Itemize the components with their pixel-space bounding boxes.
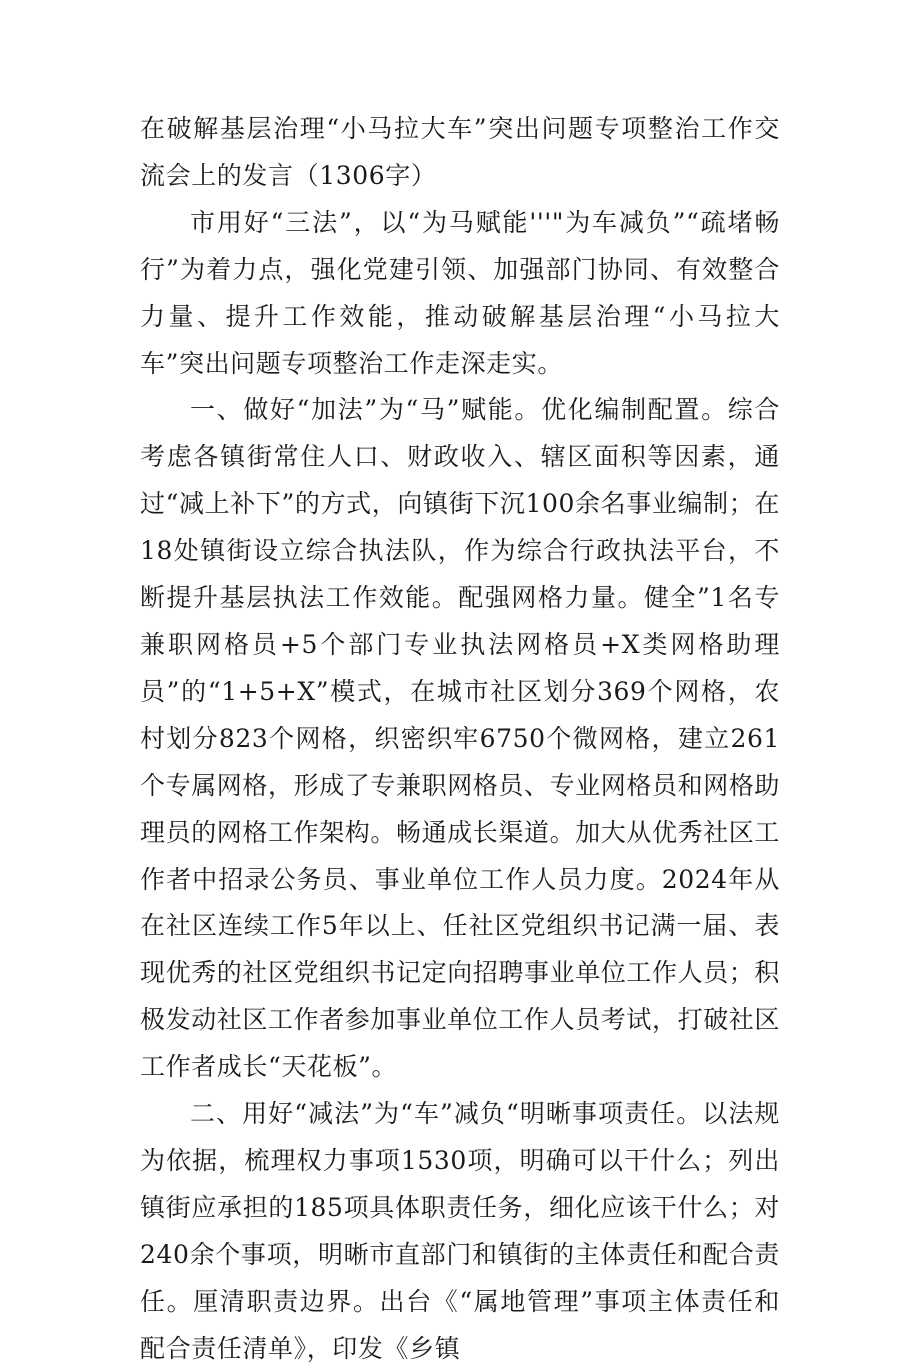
paragraph-section-two: 二、用好“减法”为“车”减负“明晰事项责任。以法规为依据，梳理权力事项1530项，明确可以干什么；列出镇街应承担的185项具体职责任务，细化应该干什么；对240余个事项，明晰市直部门和镇街的主体责任和配合责任。厘清职责边界。出台《“属地管理”事项主体责任和配合责任清单》，印发《乡镇 [140, 1099, 780, 1363]
paragraph-intro: 市用好“三法”，以“为马赋能'''"为车减负”“疏堵畅行”为着力点，强化党建引领、加强部门协同、有效整合力量、提升工作效能，推动破解基层治理“小马拉大车”突出问题专项整治工作走深走实。 [140, 207, 780, 378]
document-body [140, 106, 780, 1372]
paragraph-section-one: 一、做好“加法”为“马”赋能。优化编制配置。综合考虑各镇街常住人口、财政收入、辖区面积等因素，通过“减上补下”的方式，向镇街下沉100余名事业编制；在18处镇街设立综合执法队，作为综合行政执法平台，不断提升基层执法工作效能。配强网格力量。健全”1名专兼职网格员+5个部门专业执法网格员+X类网格助理员”的“1+5+X”模式，在城市社区划分369个网格，农村划分823个网格，织密织牢6750个微网格，建立261个专属网格，形成了专兼职网格员、专业网格员和网格助理员的网格工作架构。畅通成长渠道。加大从优秀社区工作者中招录公务员、事业单位工作人员力度。2024年从在社区连续工作5年以上、任社区党组织书记满一届、表现优秀的社区党组织书记定向招聘事业单位工作人员；积极发动社区工作者参加事业单位工作人员考试，打破社区工作者成长“天花板”。 [140, 395, 781, 1082]
document-title: 在破解基层治理“小马拉大车”突出问题专项整治工作交流会上的发言（1306字） [140, 114, 780, 190]
